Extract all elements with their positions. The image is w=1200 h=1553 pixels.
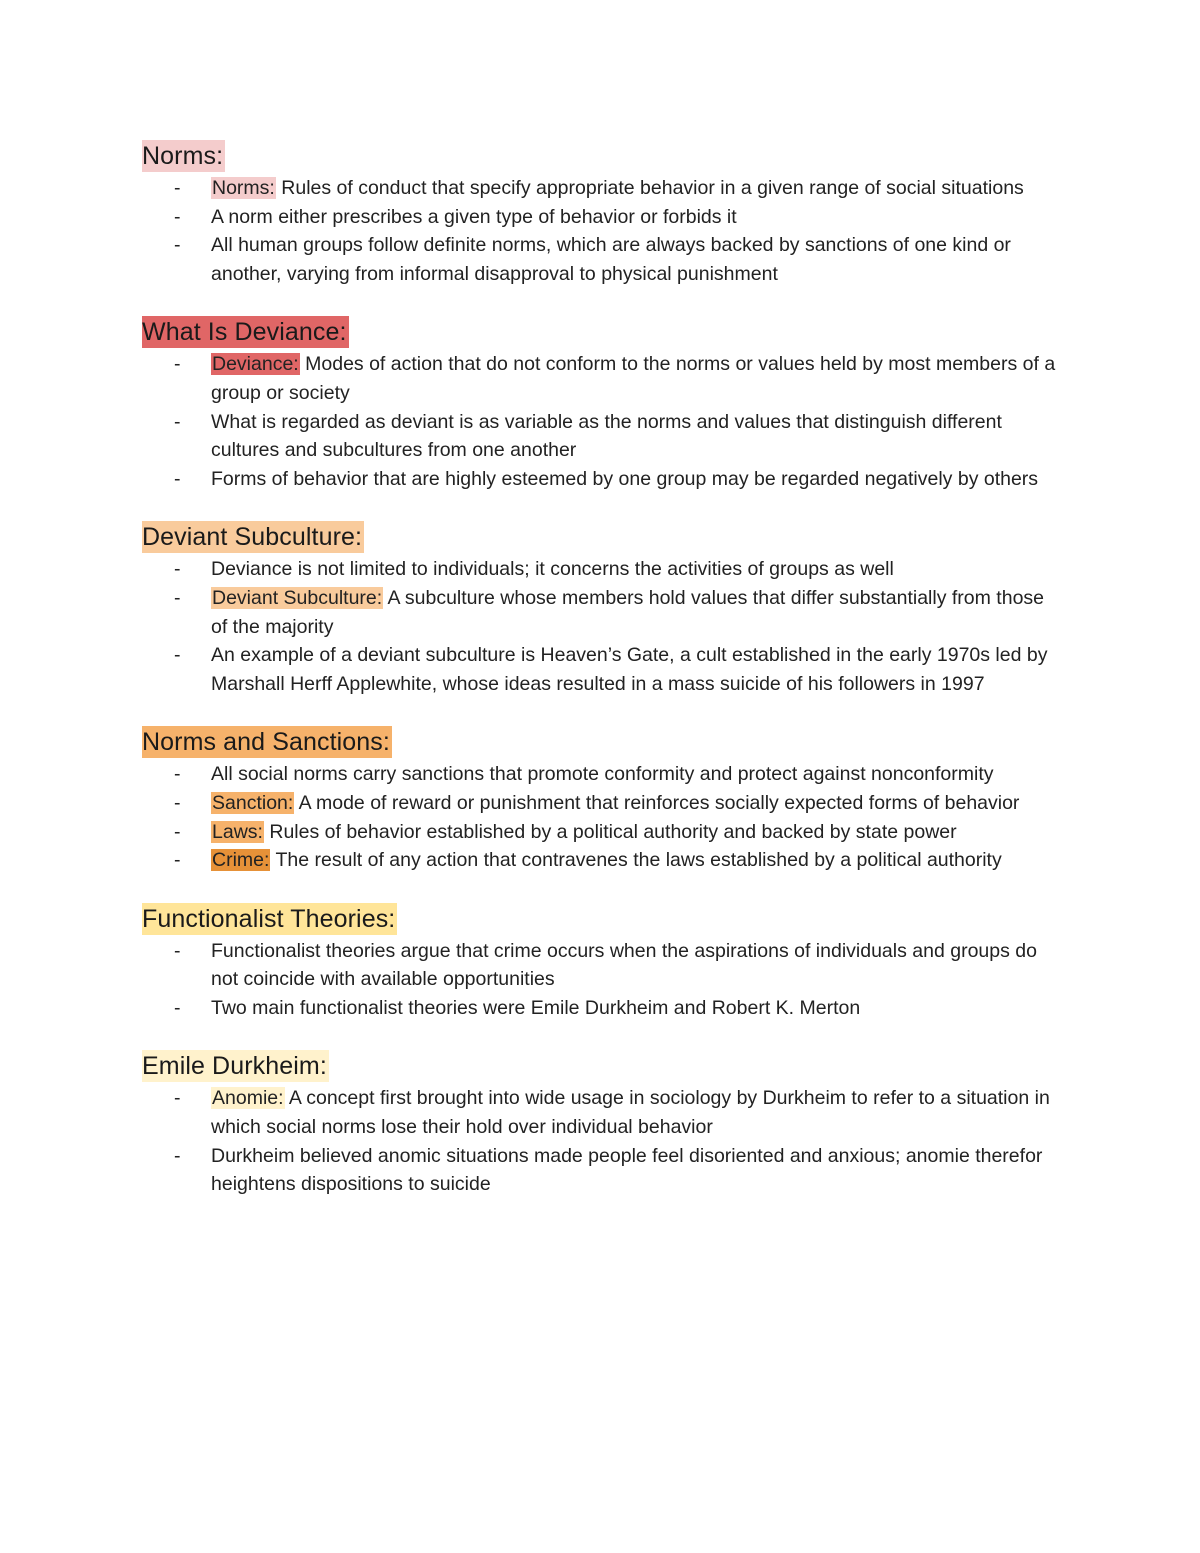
document-page (142, 140, 1062, 1227)
list-item (142, 231, 1062, 288)
item-text: All human groups follow definite norms, which are always backed by sanctions of one kind or another, varying from informal disapproval to physical punishment (211, 234, 1011, 285)
highlighted-term: Anomie: (212, 1087, 284, 1110)
section-heading: Norms and Sanctions: (142, 728, 390, 757)
dash-bullet: - (174, 849, 181, 872)
item-text: Rules of behavior established by a political authority and backed by state power (263, 820, 957, 843)
bullet-list (142, 760, 1062, 874)
list-item (142, 584, 1062, 641)
item-text: Forms of behavior that are highly esteemed by one group may be regarded negatively by others (211, 467, 1039, 490)
highlighted-term: Sanction: (212, 791, 294, 814)
dash-bullet: - (174, 353, 181, 376)
dash-bullet: - (174, 763, 181, 786)
item-text: All social norms carry sanctions that promote conformity and protect against nonconformity (211, 763, 994, 786)
dash-bullet: - (174, 791, 181, 814)
section (142, 140, 1062, 288)
item-text: The result of any action that contravenes the laws established by a political authority (270, 849, 1002, 872)
bullet-list (142, 1084, 1062, 1198)
list-item (142, 555, 1062, 584)
list-item (142, 760, 1062, 789)
list-item (142, 1142, 1062, 1199)
item-text: An example of a deviant subculture is Heaven’s Gate, a cult established in the early 1970s led by Marshall Herff Applewhite, whose ideas resulted in a mass suicide of his followers in 1997 (211, 644, 1048, 695)
list-item (142, 641, 1062, 698)
item-text: A subculture whose members hold values that differ substantially from those of the majority (211, 586, 1045, 638)
dash-bullet: - (174, 996, 181, 1019)
dash-bullet: - (174, 234, 181, 257)
dash-bullet: - (174, 558, 181, 581)
highlighted-term: Crime: (212, 849, 270, 872)
dash-bullet: - (174, 410, 181, 433)
section-heading: What Is Deviance: (142, 318, 347, 347)
highlighted-term: Deviance: (212, 353, 299, 376)
item-text: Modes of action that do not conform to the norms or values held by most members of a group or society (211, 353, 1056, 404)
bullet-list (142, 555, 1062, 698)
item-text: A norm either prescribes a given type of behavior or forbids it (211, 205, 737, 228)
section-heading: Deviant Subculture: (142, 523, 363, 552)
dash-bullet: - (174, 205, 181, 228)
section (142, 1050, 1062, 1198)
dash-bullet: - (174, 820, 181, 843)
list-item (142, 789, 1062, 818)
section-heading: Emile Durkheim: (142, 1052, 327, 1081)
item-text: A mode of reward or punishment that reinforces socially expected forms of behavior (294, 791, 1020, 814)
section (142, 521, 1062, 698)
list-item (142, 994, 1062, 1023)
list-item (142, 203, 1062, 232)
bullet-list (142, 174, 1062, 288)
list-item (142, 408, 1062, 465)
section (142, 903, 1062, 1023)
list-item (142, 174, 1062, 203)
list-item (142, 846, 1062, 875)
list-item (142, 350, 1062, 407)
item-text: A concept first brought into wide usage in sociology by Durkheim to refer to a situation in which social norms lose their hold over individual behavior (211, 1087, 1050, 1139)
list-item (142, 937, 1062, 994)
section (142, 316, 1062, 493)
list-item (142, 1084, 1062, 1141)
dash-bullet: - (174, 644, 181, 667)
dash-bullet: - (174, 467, 181, 490)
bullet-list (142, 937, 1062, 1023)
section-heading: Functionalist Theories: (142, 904, 396, 933)
dash-bullet: - (174, 586, 181, 609)
list-item (142, 818, 1062, 847)
item-text: Deviance is not limited to individuals; it concerns the activities of groups as well (211, 558, 894, 581)
highlighted-term: Laws: (212, 820, 263, 843)
item-text: Rules of conduct that specify appropriate behavior in a given range of social situations (275, 177, 1024, 199)
list-item (142, 465, 1062, 494)
dash-bullet: - (174, 177, 181, 199)
item-text: Functionalist theories argue that crime occurs when the aspirations of individuals and groups do not coincide with available opportunities (211, 939, 1037, 991)
highlighted-term: Norms: (212, 177, 275, 199)
dash-bullet: - (174, 939, 181, 962)
highlighted-term: Deviant Subculture: (212, 586, 383, 609)
item-text: Two main functionalist theories were Emile Durkheim and Robert K. Merton (211, 996, 861, 1019)
dash-bullet: - (174, 1087, 181, 1110)
bullet-list (142, 350, 1062, 493)
item-text: Durkheim believed anomic situations made people feel disoriented and anxious; anomie therefor heightens dispositions to suicide (211, 1144, 1043, 1196)
section (142, 726, 1062, 874)
section-heading: Norms: (142, 142, 224, 170)
item-text: What is regarded as deviant is as variable as the norms and values that distinguish different cultures and subcultures from one another (211, 410, 1002, 462)
dash-bullet: - (174, 1144, 181, 1167)
